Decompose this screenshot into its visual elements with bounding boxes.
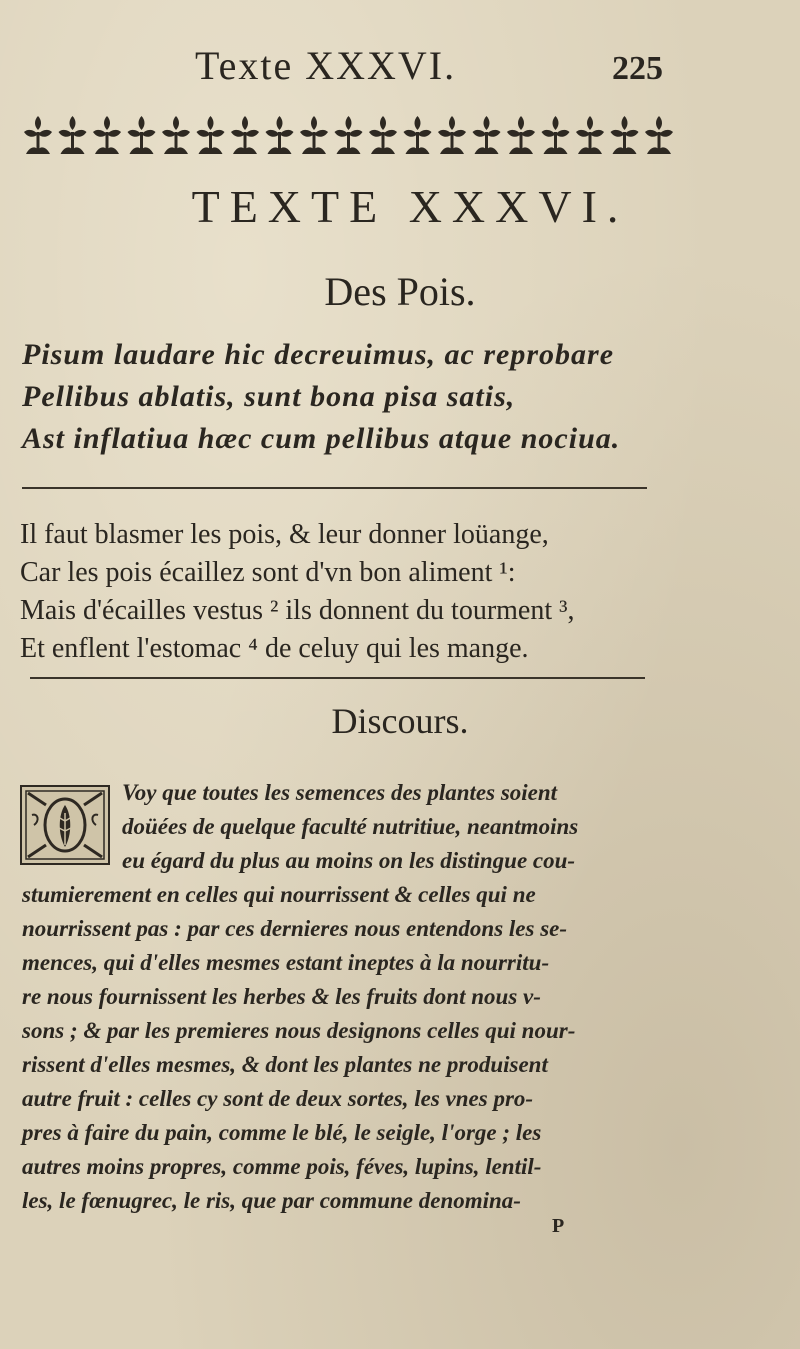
divider-rule-top [22,487,647,489]
fleuron-icon [404,116,432,154]
latin-verse-line: Pellibus ablatis, sunt bona pisa satis, [22,380,516,413]
fleuron-icon [128,116,156,154]
page-number: 225 [612,50,663,87]
fleuron-icon [335,116,363,154]
fleuron-icon [473,116,501,154]
fleuron-icon [369,116,397,154]
fleuron-icon [24,116,52,154]
french-verse-line: Il faut blasmer les pois, & leur donner loüange, [20,519,549,550]
running-head [0,38,800,98]
fleuron-icon [576,116,604,154]
fleuron-icon [59,116,87,154]
fleuron-icon [611,116,639,154]
divider-rule-bottom [30,677,645,679]
fleuron-ornament-band [20,110,685,162]
decorated-initial-icon [20,785,110,865]
discourse-line: doüées de quelque faculté nutritiue, neantmoins [122,814,579,839]
fleuron-icon [507,116,535,154]
discourse-line: nourrissent pas : par ces dernieres nous entendons les se- [22,916,568,941]
latin-verse-line: Pisum laudare hic decreuimus, ac reprobare [22,338,615,371]
text-heading: TEXTE XXXVI. [191,181,629,232]
fleuron-icon [438,116,466,154]
french-verse-line: Mais d'écailles vestus ² ils donnent du tourment ³, [20,595,575,626]
discourse-line: pres à faire du pain, comme le blé, le seigle, l'orge ; les [22,1120,542,1145]
fleuron-icon [93,116,121,154]
fleuron-icon [231,116,259,154]
discourse-line: stumierement en celles qui nourrissent & celles qui ne [22,882,536,907]
french-verse-line: Car les pois écaillez sont d'vn bon aliment ¹: [20,557,516,588]
discourse-line: sons ; & par les premieres nous designons celles qui nour- [22,1018,576,1043]
discourse-body [22,878,702,1218]
discourse-line: mences, qui d'elles mesmes estant ineptes à la nourritu- [22,950,550,975]
discourse-line: autres moins propres, comme pois, féves, lupins, lentil- [22,1154,542,1179]
fleuron-icon [197,116,225,154]
fleuron-icon [542,116,570,154]
fleuron-icon [300,116,328,154]
section-title: Discours. [331,701,469,741]
discourse-line: les, le fœnugrec, le ris, que par commune denomina- [22,1188,521,1213]
fleuron-icon [162,116,190,154]
latin-verses [22,334,742,460]
running-head-title: Texte XXXVI. [195,43,457,88]
fleuron-icon [266,116,294,154]
discourse-line: Voy que toutes les semences des plantes soient [122,780,558,805]
signature-mark: P [552,1215,565,1237]
text-subtitle: Des Pois. [324,269,476,314]
french-verses [20,516,700,668]
discourse-opening [122,776,692,878]
discourse-line: autre fruit : celles cy sont de deux sortes, les vnes pro- [22,1086,534,1111]
discourse-line: rissent d'elles mesmes, & dont les plantes ne produisent [22,1052,548,1077]
french-verse-line: Et enflent l'estomac ⁴ de celuy qui les mange. [20,633,529,664]
discourse-line: re nous fournissent les herbes & les fruits dont nous v- [22,984,541,1009]
latin-verse-line: Ast inflatiua hæc cum pellibus atque nociua. [22,422,621,455]
fleuron-icon [645,116,673,154]
discourse-line: eu égard du plus au moins on les distingue cou- [122,848,576,873]
